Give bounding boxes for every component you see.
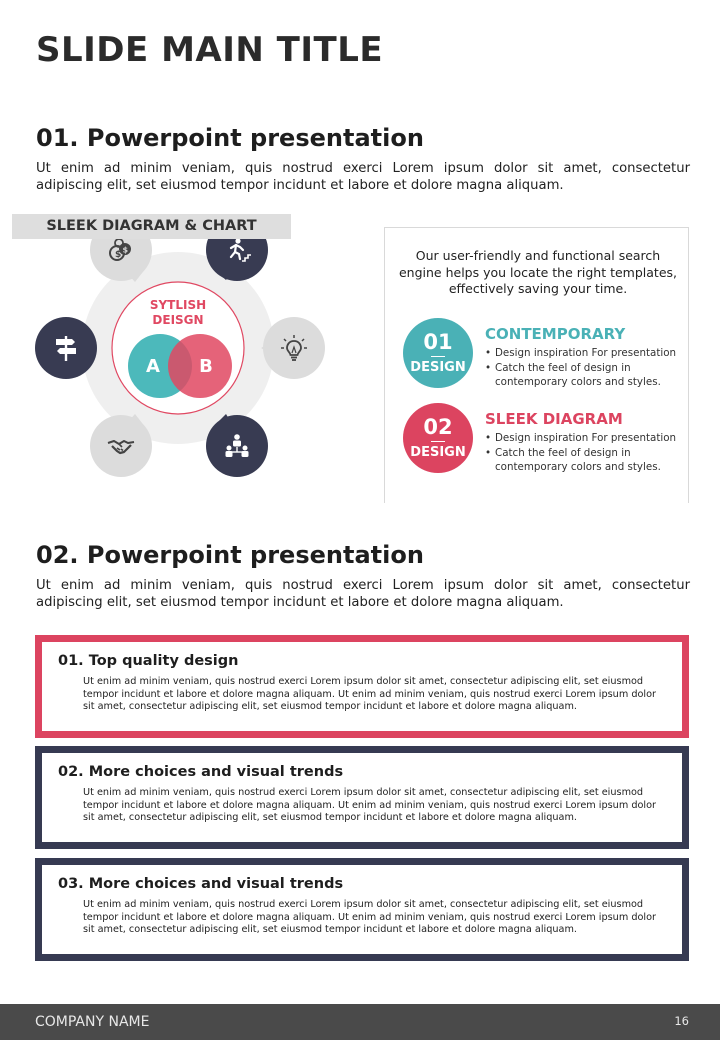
section-2-title: 02. Powerpoint presentation bbox=[36, 541, 424, 569]
info-box-2: 02. More choices and visual trends Ut enim ad minim veniam, quis nostrud exerci Lorem ipsum dolor sit amet, consectetur adipiscing elit, set eiusmod tempor incidunt et labore et dolore magna aliquam. Ut enim ad minim veniam, quis nostrud exerci Lorem ipsum dolor sit amet, consectetur adipiscing elit, set eiusmod tempor incidunt et labore et dolore magna aliquam. bbox=[35, 746, 689, 849]
section-2-body: Ut enim ad minim veniam, quis nostrud exerci Lorem ipsum dolor sit amet, consectetur adipiscing elit, set eiusmod tempor incidunt et labore et dolore magna aliquam. bbox=[36, 578, 690, 610]
info-box-3-text: Ut enim ad minim veniam, quis nostrud exerci Lorem ipsum dolor sit amet, consectetur adipiscing elit, set eiusmod tempor incidunt et labore et dolore magna aliquam. Ut enim ad minim veniam, quis nostrud exerci Lorem ipsum dolor sit amet, consectetur adipiscing elit, set eiusmod tempor incidunt et labore et dolore magna aliquam. bbox=[83, 899, 657, 935]
card-header: SLEEK DIAGRAM & CHART bbox=[12, 214, 291, 239]
team-icon bbox=[206, 415, 268, 477]
info-box-2-text: Ut enim ad minim veniam, quis nostrud exerci Lorem ipsum dolor sit amet, consectetur adipiscing elit, set eiusmod tempor incidunt et labore et dolore magna aliquam. Ut enim ad minim veniam, quis nostrud exerci Lorem ipsum dolor sit amet, consectetur adipiscing elit, set eiusmod tempor incidunt et labore et dolore magna aliquam. bbox=[83, 787, 657, 823]
signpost-icon bbox=[35, 317, 97, 379]
item-contemporary: CONTEMPORARY • Design inspiration For presentation • Catch the feel of design in contemporary colors and styles. bbox=[485, 325, 685, 391]
badge-01: 01 DESIGN bbox=[403, 318, 473, 388]
card-description: Our user-friendly and functional search engine helps you locate the right templates, effectively saving your time. bbox=[398, 248, 677, 296]
section-1-body: Ut enim ad minim veniam, quis nostrud exerci Lorem ipsum dolor sit amet, consectetur adipiscing elit, set eiusmod tempor incidunt et labore et dolore magna aliquam. bbox=[36, 161, 690, 193]
section-1-title: 01. Powerpoint presentation bbox=[36, 124, 424, 152]
lightbulb-icon bbox=[263, 317, 325, 379]
stylish-design-diagram bbox=[30, 210, 360, 490]
company-name: COMPANY NAME bbox=[35, 1014, 150, 1030]
footer-bar bbox=[0, 1004, 720, 1040]
info-box-1-text: Ut enim ad minim veniam, quis nostrud exerci Lorem ipsum dolor sit amet, consectetur adipiscing elit, set eiusmod tempor incidunt et labore et dolore magna aliquam. Ut enim ad minim veniam, quis nostrud exerci Lorem ipsum dolor sit amet, consectetur adipiscing elit, set eiusmod tempor incidunt et labore et dolore magna aliquam. bbox=[83, 676, 657, 712]
item-sleek-diagram-bullets: • Design inspiration For presentation • Catch the feel of design in contemporary colors and styles. bbox=[485, 432, 685, 474]
badge-02: 02 DESIGN bbox=[403, 403, 473, 473]
handshake-icon bbox=[90, 415, 152, 477]
item-contemporary-bullets: • Design inspiration For presentation • Catch the feel of design in contemporary colors and styles. bbox=[485, 347, 685, 389]
page-number: 16 bbox=[674, 1014, 689, 1028]
info-box-3: 03. More choices and visual trends Ut enim ad minim veniam, quis nostrud exerci Lorem ipsum dolor sit amet, consectetur adipiscing elit, set eiusmod tempor incidunt et labore et dolore magna aliquam. Ut enim ad minim veniam, quis nostrud exerci Lorem ipsum dolor sit amet, consectetur adipiscing elit, set eiusmod tempor incidunt et labore et dolore magna aliquam. bbox=[35, 858, 689, 961]
venn-label-a: A bbox=[146, 356, 160, 377]
venn-label-b: B bbox=[199, 356, 213, 377]
item-sleek-diagram: SLEEK DIAGRAM • Design inspiration For presentation • Catch the feel of design in contemporary colors and styles. bbox=[485, 410, 685, 476]
svg-text:$: $ bbox=[122, 245, 129, 255]
svg-text:$: $ bbox=[115, 250, 122, 260]
slide-title: SLIDE MAIN TITLE bbox=[36, 30, 384, 70]
center-label: SYTLISH DEISGN bbox=[149, 298, 207, 327]
info-box-1: 01. Top quality design Ut enim ad minim veniam, quis nostrud exerci Lorem ipsum dolor sit amet, consectetur adipiscing elit, set eiusmod tempor incidunt et labore et dolore magna aliquam. Ut enim ad minim veniam, quis nostrud exerci Lorem ipsum dolor sit amet, consectetur adipiscing elit, set eiusmod tempor incidunt et labore et dolore magna aliquam. bbox=[35, 635, 689, 738]
